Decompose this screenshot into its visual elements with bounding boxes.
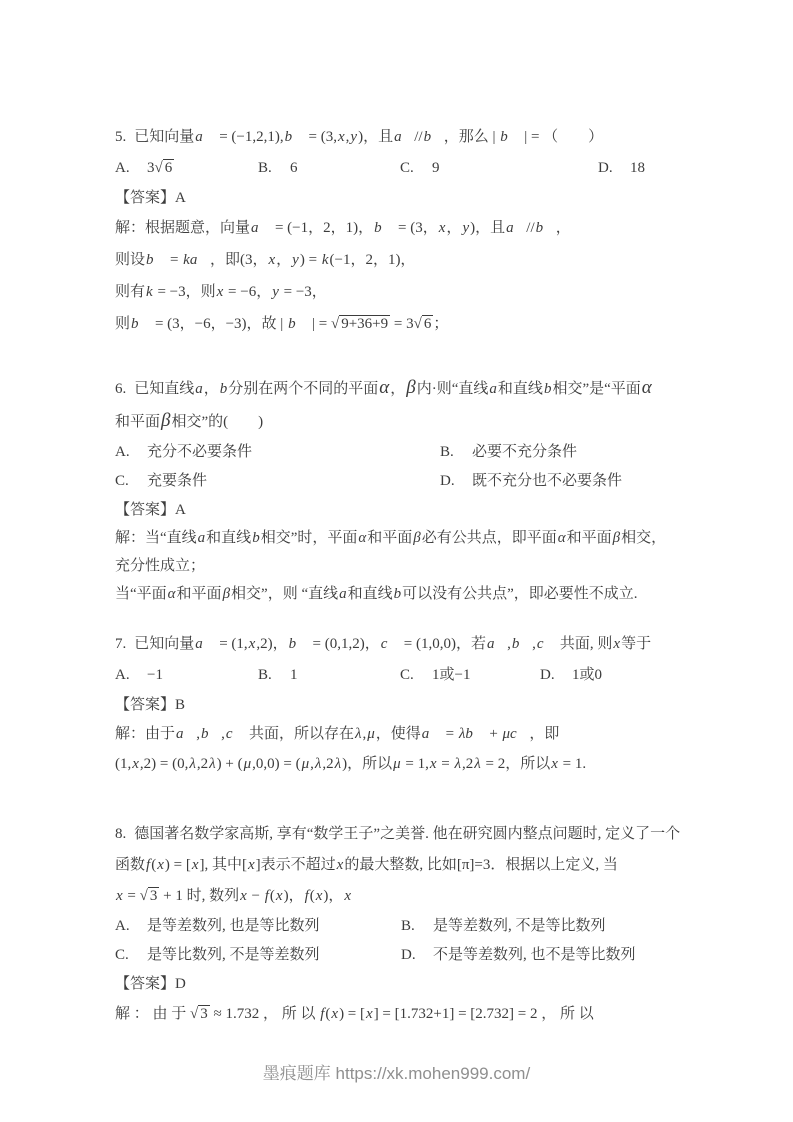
solution-line: (1,x,2) = (0,λ,2λ) + (μ,0,0) = (μ,λ,2λ)，所以μ = 1,x = λ,2λ = 2，所以x = 1. — [115, 756, 587, 772]
option-d: D. 18 — [598, 160, 645, 176]
question-number: 6. — [115, 381, 127, 397]
question-6-stem: 和平面β相交”的( ) — [115, 410, 264, 431]
question-7-options — [115, 660, 693, 691]
answer-value: B — [175, 697, 186, 713]
option-b: B. 6 — [258, 160, 298, 176]
question-number: 5. — [115, 129, 127, 145]
solution-line: 解：由于a⃗,b⃗,c⃗ 共面，所以存在λ,μ，使得a⃗ = λb⃗ + μc⃗，即 — [115, 726, 560, 742]
question-7 — [115, 628, 693, 779]
question-7-stem — [115, 628, 693, 660]
option-d: D. 1或0 — [540, 667, 603, 683]
answer-prefix: 【答案】 — [115, 502, 176, 518]
option-b: B. 必要不充分条件 — [440, 444, 578, 460]
answer-line — [115, 691, 693, 719]
question-number: 8. — [115, 826, 127, 842]
question-6-stem — [115, 372, 693, 405]
option-a: A. 充分不必要条件 — [115, 444, 253, 460]
question-8-stem — [115, 819, 693, 850]
option-b: B. 1 — [258, 667, 298, 683]
question-8-options-row-2 — [115, 941, 693, 970]
answer-prefix: 【答案】 — [115, 697, 176, 713]
question-text: 德国著名数学家高斯, 享有“数学王子”之美誉. 他在研究圆内整点问题时, 定义了一个 — [134, 826, 681, 842]
question-8-stem: x = √ 3 + 1 时, 数列x − f(x)，f(x)，x — [116, 888, 352, 904]
option-c: C. 充要条件 — [115, 473, 208, 489]
question-6 — [115, 372, 693, 608]
question-8-options-row-1 — [115, 912, 693, 941]
option-d: D. 不是等差数列, 也不是等比数列 — [401, 947, 636, 963]
solution-line: 则有k = −3，则x = −6，y = −3， — [115, 284, 327, 300]
option-c: C. 9 — [400, 160, 440, 176]
answer-value: A — [175, 190, 186, 206]
question-8 — [115, 819, 693, 1030]
answer-prefix: 【答案】 — [115, 976, 176, 992]
question-5-stem — [115, 121, 693, 153]
question-6-options-row-1 — [115, 438, 693, 467]
option-c: C. 是等比数列, 不是等差数列 — [115, 947, 320, 963]
answer-value: A — [175, 502, 186, 518]
question-text: 已知向量a⃗ = (−1,2,1),b⃗ = (3,x,y)，且a⃗//b⃗，那么 | b⃗ | = （ ） — [134, 129, 604, 145]
solution-line: 则b⃗ = (3，−6，−3)，故 | b⃗ | = √ 9+36+9 = 3√ 6 ； — [115, 316, 449, 332]
answer-line — [115, 970, 693, 998]
solution-line: 当“平面α和平面β相交”，则 “直线a和直线b可以没有公共点”，即必要性不成立. — [115, 586, 638, 602]
question-number: 7. — [115, 636, 127, 652]
solution-line: 则设b⃗ = ka⃗，即(3，x，y) = k(−1，2，1)， — [115, 252, 416, 268]
question-6-options-row-2 — [115, 467, 693, 496]
solution-line: 解 ： 由 于 √ 3 ≈ 1.732 ， 所 以 f(x) = [x] = [1.732+1] = [2.732] = 2 ， 所 以 — [115, 1006, 594, 1022]
answer-value: D — [175, 976, 186, 992]
option-c: C. 1或−1 — [400, 667, 471, 683]
option-d: D. 既不充分也不必要条件 — [440, 473, 623, 489]
answer-line — [115, 184, 693, 212]
option-a: A. 3√ 6 — [115, 160, 173, 176]
solution-line: 解：当“直线a和直线b相交”时，平面α和平面β必有公共点，即平面α和平面β相交， — [115, 530, 667, 546]
option-b: B. 是等差数列, 不是等比数列 — [401, 918, 606, 934]
question-5-options — [115, 153, 693, 184]
question-5 — [115, 121, 693, 340]
solution-line: 解：根据题意，向量a⃗ = (−1，2，1)，b⃗ = (3，x，y)，且a⃗//b⃗， — [115, 220, 571, 236]
question-text: 已知向量a⃗ = (1,x,2)，b⃗ = (0,1,2)，c⃗ = (1,0,0)，若a⃗,b⃗,c⃗ 共面, 则x等于 — [134, 636, 652, 652]
solution-line: 充分性成立； — [115, 558, 206, 574]
question-8-stem: 函数f(x) = [x], 其中[x]表示不超过x的最大整数, 比如[π]=3．根据以上定义, 当 — [115, 857, 618, 873]
answer-prefix: 【答案】 — [115, 190, 176, 206]
option-a: A. 是等差数列, 也是等比数列 — [115, 918, 320, 934]
footer-watermark: 墨痕题库 https://xk.mohen999.com/ — [262, 1064, 531, 1083]
option-a: A. −1 — [115, 667, 163, 683]
question-text: 已知直线a，b分别在两个不同的平面α，β内·则“直线a和直线b相交”是“平面α — [134, 377, 652, 398]
answer-line — [115, 496, 693, 524]
